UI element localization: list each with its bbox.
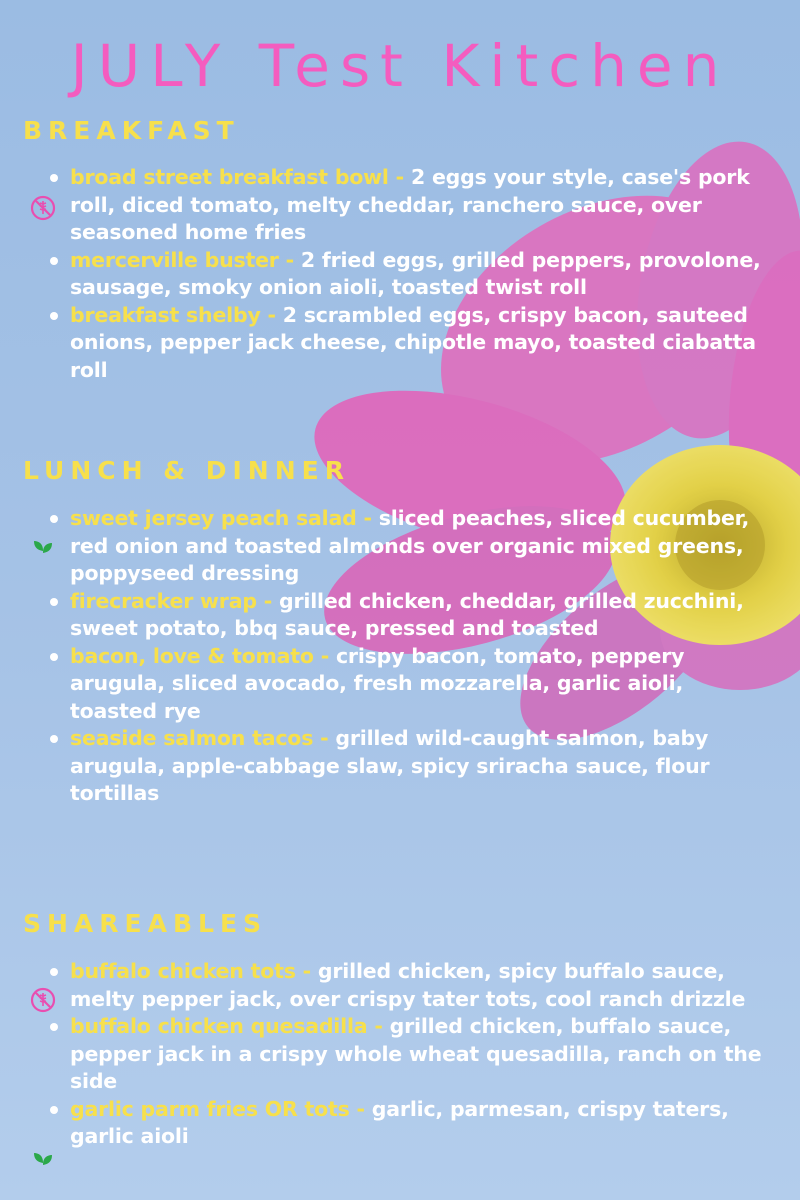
item-name: seaside salmon tacos xyxy=(70,726,314,750)
item-name: mercerville buster xyxy=(70,247,279,272)
item-separator: - xyxy=(356,506,379,530)
item-description: 2 fried eggs, grilled peppers, provolone, sausage, smoky onion aioli, toasted twist roll xyxy=(70,247,761,299)
item-separator: - xyxy=(349,1096,372,1121)
item-separator: - xyxy=(388,165,411,189)
section-heading-lunch-dinner: LUNCH & DINNER xyxy=(23,456,350,485)
menu-item xyxy=(50,958,775,1013)
menu-item xyxy=(50,247,775,302)
item-description: sliced peaches, sliced cucumber, red onion and toasted almonds over organic mixed greens, poppyseed dressing xyxy=(70,506,750,585)
menu-item xyxy=(50,725,775,808)
shareables-list xyxy=(50,958,775,1151)
menu-item xyxy=(50,1013,775,1096)
item-separator: - xyxy=(313,726,336,750)
item-name: broad street breakfast bowl xyxy=(70,165,389,189)
item-name: garlic parm fries OR tots xyxy=(70,1096,350,1121)
item-description: grilled chicken, spicy buffalo sauce, melty pepper jack, over crispy tater tots, cool ranch drizzle xyxy=(70,959,746,1011)
item-separator: - xyxy=(295,959,318,983)
item-description: crispy bacon, tomato, peppery arugula, sliced avocado, fresh mozzarella, garlic aioli, toasted rye xyxy=(70,643,685,723)
item-description: grilled wild-caught salmon, baby arugula, apple-cabbage slaw, spicy sriracha sauce, flour tortillas xyxy=(70,726,710,805)
vegetarian-leaf-icon xyxy=(30,1150,56,1176)
breakfast-list xyxy=(50,164,775,384)
item-name: buffalo chicken tots xyxy=(70,959,296,983)
item-description: grilled chicken, buffalo sauce, pepper jack in a crispy whole wheat quesadilla, ranch on the side xyxy=(70,1014,762,1093)
item-description: 2 scrambled eggs, crispy bacon, sauteed onions, pepper jack cheese, chipotle mayo, toasted ciabatta roll xyxy=(70,302,756,382)
item-description: garlic, parmesan, crispy taters, garlic aioli xyxy=(70,1096,729,1148)
item-description: 2 eggs your style, case's pork roll, diced tomato, melty cheddar, ranchero sauce, over seasoned home fries xyxy=(70,165,750,244)
item-name: buffalo chicken quesadilla xyxy=(70,1014,368,1038)
menu-item xyxy=(50,302,775,385)
item-separator: - xyxy=(278,247,301,272)
menu-item xyxy=(50,588,775,643)
item-name: bacon, love & tomato xyxy=(70,643,314,668)
menu-item xyxy=(50,643,775,726)
item-separator: - xyxy=(313,643,336,668)
menu-item xyxy=(50,1096,775,1151)
menu-item xyxy=(50,505,775,588)
item-name: sweet jersey peach salad xyxy=(70,506,357,530)
section-heading-shareables: SHAREABLES xyxy=(23,909,268,938)
lunch-dinner-list xyxy=(50,505,775,808)
menu-item xyxy=(50,164,775,247)
item-separator: - xyxy=(260,302,283,327)
item-separator: - xyxy=(367,1014,390,1038)
item-name: firecracker wrap xyxy=(70,588,257,613)
item-description: grilled chicken, cheddar, grilled zucchini, sweet potato, bbq sauce, pressed and toasted xyxy=(70,588,744,640)
item-separator: - xyxy=(256,588,279,613)
page-title: JULY Test Kitchen xyxy=(70,32,730,100)
item-name: breakfast shelby xyxy=(70,302,261,327)
section-heading-breakfast: BREAKFAST xyxy=(23,116,240,145)
